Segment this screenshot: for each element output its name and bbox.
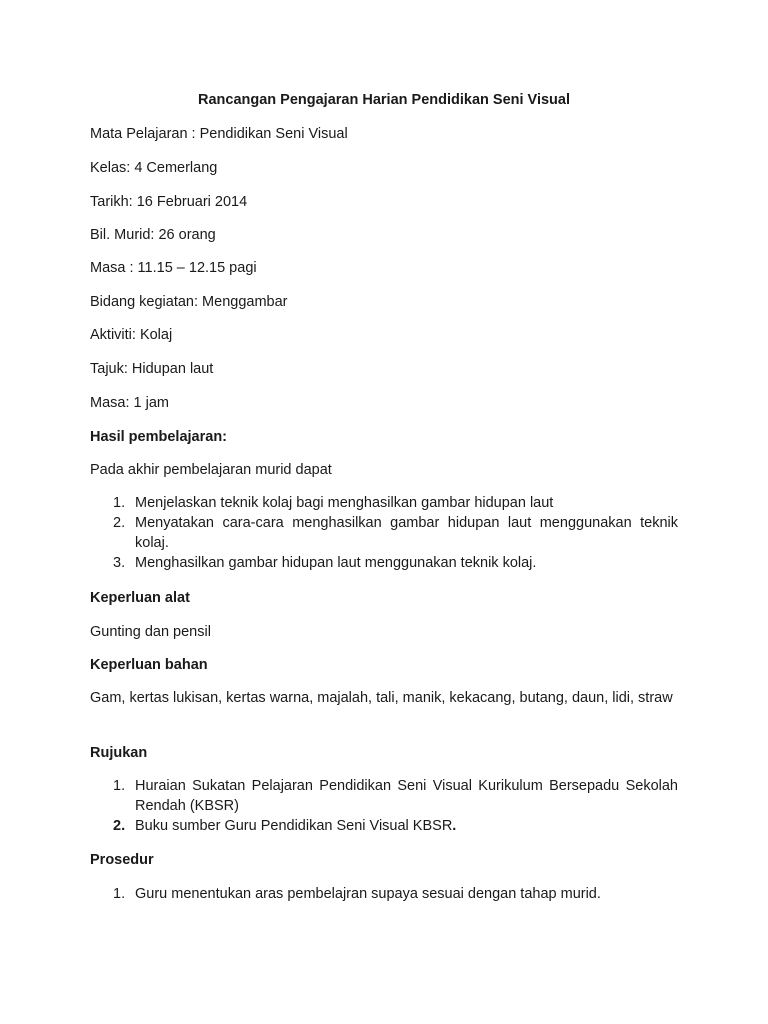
info-bil-murid: Bil. Murid: 26 orang <box>90 227 216 243</box>
list-text: Menjelaskan teknik kolaj bagi menghasilkan gambar hidupan laut <box>135 495 554 511</box>
info-bidang-kegiatan: Bidang kegiatan: Menggambar <box>90 294 288 310</box>
bahan-text: Gam, kertas lukisan, kertas warna, majalah, tali, manik, kekacang, butang, daun, lidi, straw <box>90 690 673 706</box>
list-item <box>90 816 678 836</box>
list-text: Menghasilkan gambar hidupan laut menggunakan teknik kolaj. <box>135 555 537 571</box>
hasil-intro: Pada akhir pembelajaran murid dapat <box>90 462 332 478</box>
list-item <box>90 884 678 904</box>
list-number: 2. <box>113 515 126 531</box>
hasil-heading: Hasil pembelajaran: <box>90 429 227 445</box>
info-masa-time: Masa : 11.15 – 12.15 pagi <box>90 260 257 276</box>
info-tarikh: Tarikh: 16 Februari 2014 <box>90 194 248 210</box>
info-kelas: Kelas: 4 Cemerlang <box>90 160 218 176</box>
document-title: Rancangan Pengajaran Harian Pendidikan Seni Visual <box>197 92 571 108</box>
hasil-list <box>90 493 678 573</box>
list-number: 3. <box>113 555 126 571</box>
prosedur-list <box>90 884 678 904</box>
info-masa-duration: Masa: 1 jam <box>90 395 169 411</box>
list-number: 2. <box>113 818 126 834</box>
list-item <box>90 493 678 513</box>
list-item <box>90 513 678 553</box>
info-tajuk: Tajuk: Hidupan laut <box>90 361 214 377</box>
list-item <box>90 553 678 573</box>
list-number: 1. <box>113 886 126 902</box>
info-aktiviti: Aktiviti: Kolaj <box>90 327 173 343</box>
prosedur-heading: Prosedur <box>90 852 154 868</box>
list-number: 1. <box>113 495 126 511</box>
rujukan-list <box>90 776 678 836</box>
rujukan-heading: Rujukan <box>90 745 148 761</box>
alat-heading: Keperluan alat <box>90 590 190 606</box>
list-text: Menyatakan cara-cara menghasilkan gambar hidupan laut menggunakan teknik kolaj. <box>135 515 678 551</box>
list-text: Guru menentukan aras pembelajran supaya sesuai dengan tahap murid. <box>135 886 601 902</box>
list-text: Huraian Sukatan Pelajaran Pendidikan Seni Visual Kurikulum Bersepadu Sekolah Rendah (KBSR) <box>135 778 678 814</box>
list-number: 1. <box>113 778 126 794</box>
list-text-period: . <box>452 818 457 834</box>
alat-text: Gunting dan pensil <box>90 624 211 640</box>
list-item <box>90 776 678 816</box>
bahan-heading: Keperluan bahan <box>90 657 208 673</box>
info-mata-pelajaran: Mata Pelajaran : Pendidikan Seni Visual <box>90 126 348 142</box>
list-text: Buku sumber Guru Pendidikan Seni Visual KBSR <box>135 818 453 834</box>
